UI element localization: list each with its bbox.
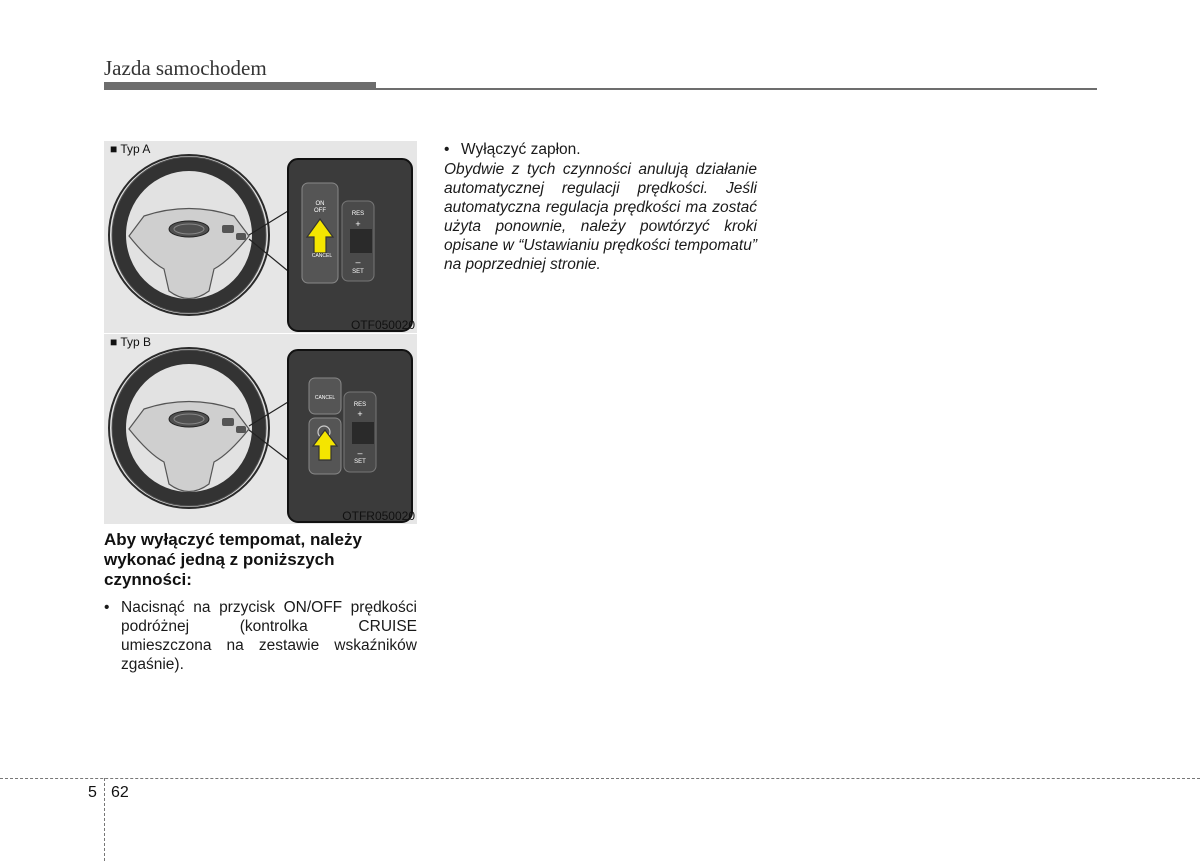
bullet-item (444, 140, 757, 159)
figure-label: ■ Typ B (110, 335, 152, 349)
figure-code: OTF050020 (350, 318, 415, 332)
figure-type-b (104, 334, 417, 524)
steering-wheel-illustration-a (104, 141, 417, 333)
page-header-title: Jazda samochodem (104, 56, 267, 80)
button-set-label: SET (354, 459, 366, 465)
button-plus-label: + (357, 409, 363, 419)
italic-note: Obydwie z tych czynności anulują działanie automatycznej regulacji prędkości. Jeśli automatyczna regulacja prędkości ma zostać użyta ponownie, należy powtórzyć kroki opisane w “Ustawianiu prędkości tempomatu” na poprzedniej stronie. (444, 161, 757, 273)
button-cancel-label: CANCEL (311, 253, 333, 259)
button-minus-label: – (357, 448, 363, 458)
figure-type-a (104, 141, 417, 333)
button-minus-label: – (355, 257, 361, 267)
button-res-label: RES (351, 211, 365, 217)
steering-wheel-illustration-b (104, 334, 417, 524)
button-cancel-label: CANCEL (314, 395, 336, 401)
header-rule-thick (104, 82, 376, 90)
header-rule-thin (376, 88, 1097, 90)
footer-dashed-divider (104, 778, 105, 861)
button-on-off-label: ON OFF (314, 201, 326, 214)
bullet-dot-icon: • (444, 141, 450, 158)
footer-dashed-rule (0, 778, 1200, 779)
bullet-item (104, 598, 417, 674)
figure-label: ■ Typ A (110, 142, 151, 156)
chapter-number: 5 (88, 784, 97, 801)
button-plus-label: + (355, 219, 361, 229)
section-heading: Aby wyłączyć tempomat, należy wykonać jedną z poniższych czynności: (104, 530, 362, 589)
bullet-text: Wyłączyć zapłon. (461, 141, 581, 158)
bullet-dot-icon: • (104, 599, 110, 616)
page-number: 62 (111, 784, 129, 801)
figure-code: OTFR050020 (342, 509, 415, 523)
bullet-text: Nacisnąć na przycisk ON/OFF prędkości podróżnej (kontrolka CRUISE umieszczona na zestawie wskaźników zgaśnie). (121, 599, 417, 673)
button-set-label: SET (352, 269, 364, 275)
button-res-label: RES (353, 402, 367, 408)
